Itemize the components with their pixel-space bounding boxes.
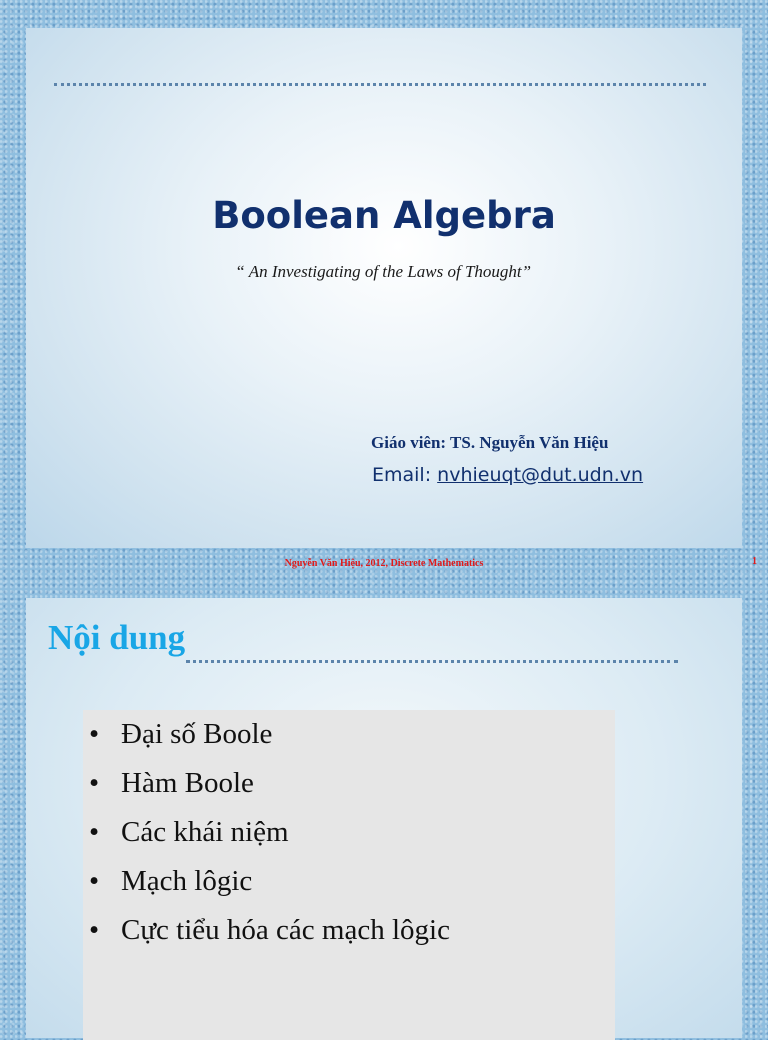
footer-text: Nguyễn Văn Hiệu, 2012, Discrete Mathematics <box>284 558 484 569</box>
list-item <box>89 714 450 763</box>
list-item-label: Hàm Boole <box>121 767 254 799</box>
email-label: Email: <box>372 464 432 486</box>
email-link[interactable]: nvhieuqt@dut.udn.vn <box>437 464 644 486</box>
list-item <box>89 812 450 861</box>
list-item <box>89 910 450 959</box>
quote-open: “ <box>236 262 245 281</box>
teacher-name: Giáo viên: TS. Nguyễn Văn Hiệu <box>371 433 609 452</box>
email-row <box>372 464 643 486</box>
list-item <box>89 861 450 910</box>
slide-title: Boolean Algebra <box>212 194 556 237</box>
top-divider <box>54 83 706 86</box>
page-number: 1 <box>752 556 757 567</box>
list-item-label: Đại số Boole <box>121 718 273 750</box>
subtitle-text: An Investigating of the Laws of Thought <box>248 262 522 281</box>
bullet-icon: • <box>89 718 100 750</box>
slide-subtitle <box>26 262 742 282</box>
list-item <box>89 763 450 812</box>
list-item-label: Các khái niệm <box>121 816 289 848</box>
slide-1 <box>26 28 742 548</box>
bullet-icon: • <box>89 914 100 946</box>
bullet-icon: • <box>89 865 100 897</box>
slide-title: Nội dung <box>48 618 186 657</box>
slide-2 <box>26 598 742 1038</box>
content-box <box>83 710 615 1040</box>
list-item-label: Cực tiểu hóa các mạch lôgic <box>121 914 450 946</box>
list-item-label: Mạch lôgic <box>121 865 253 897</box>
bullet-list <box>89 714 450 959</box>
quote-close: ” <box>521 262 532 281</box>
bullet-icon: • <box>89 816 100 848</box>
title-divider <box>186 660 678 663</box>
bullet-icon: • <box>89 767 100 799</box>
